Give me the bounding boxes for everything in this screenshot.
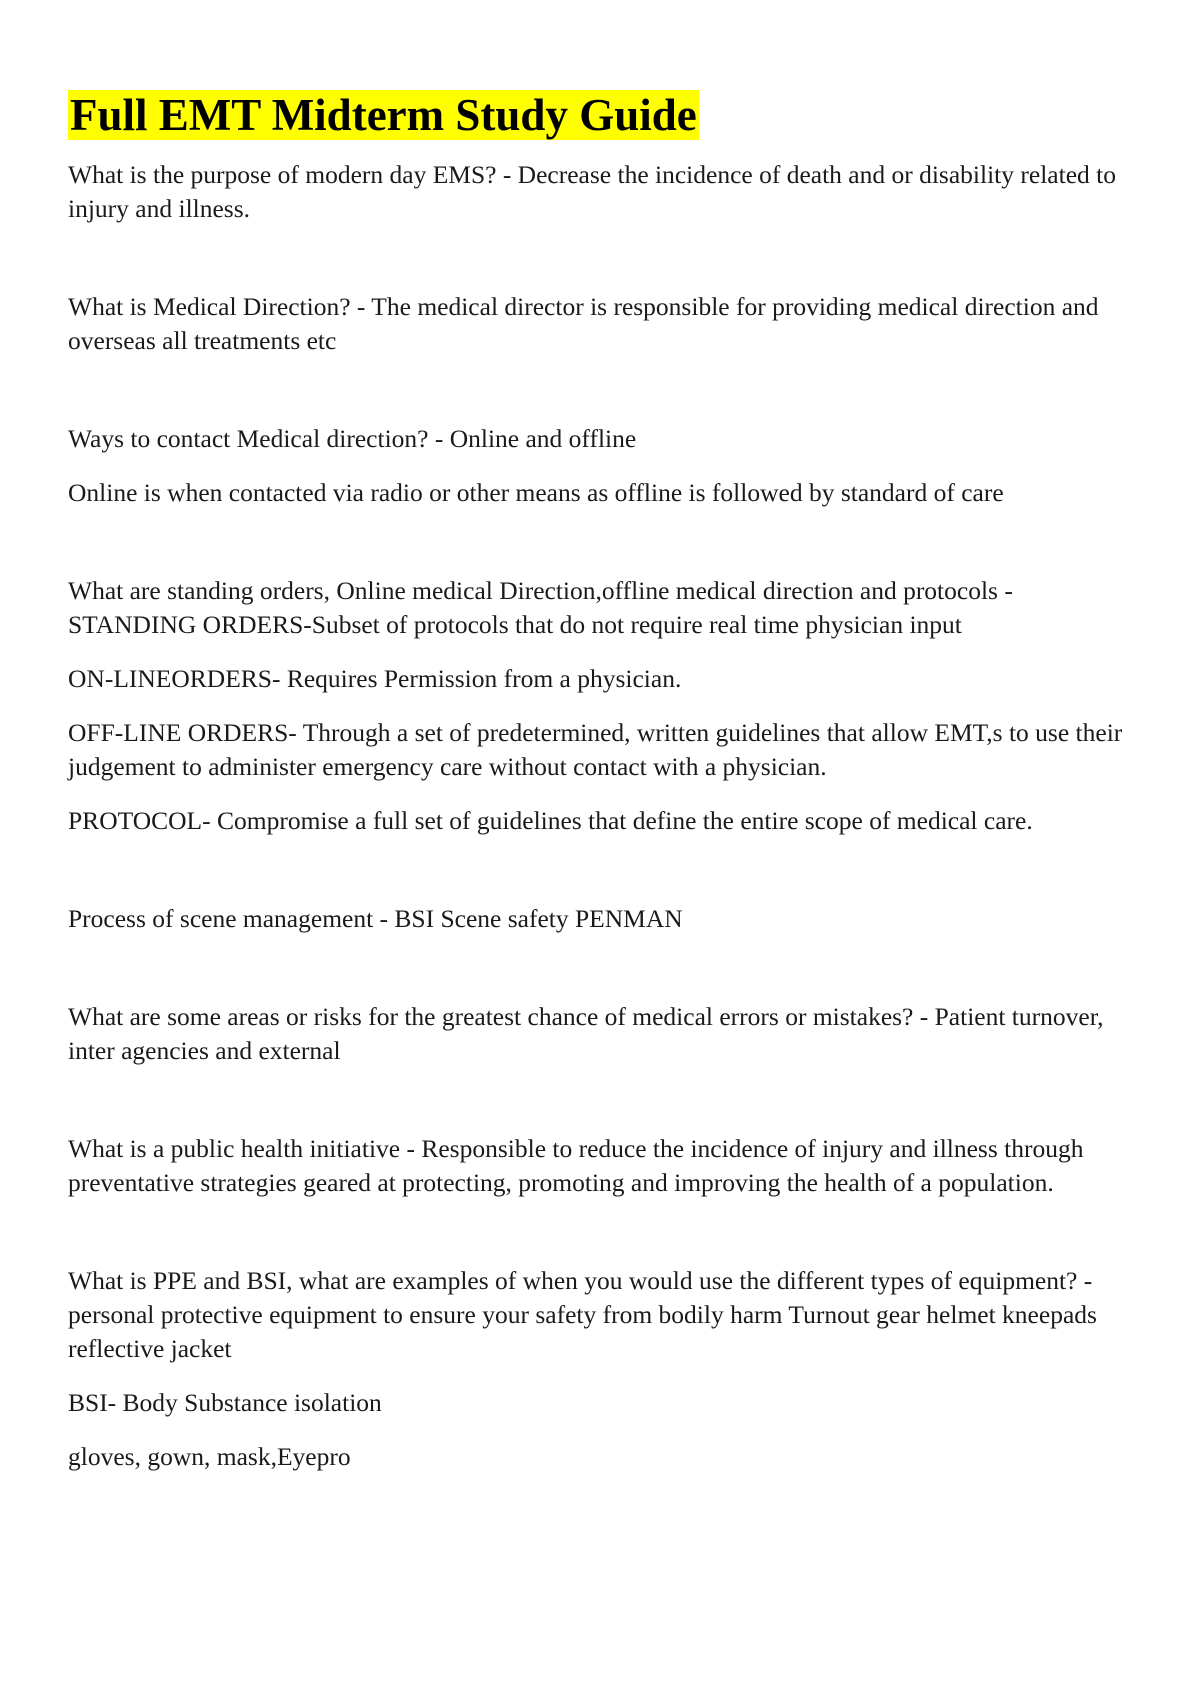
- paragraph-ppe-bsi: What is PPE and BSI, what are examples of when you would use the different types of equipment? - personal protective equipment to ensure your safety from bodily harm Turnout gear helmet kneepads reflective jacket: [68, 1266, 1097, 1363]
- paragraph-standing-orders: What are standing orders, Online medical Direction,offline medical direction and protocols - STANDING ORDERS-Subset of protocols that do not require real time physician input: [68, 576, 1013, 639]
- paragraph-medical-direction: What is Medical Direction? - The medical director is responsible for providing medical direction and overseas all treatments etc: [68, 292, 1099, 355]
- paragraph-online-offline: Online is when contacted via radio or other means as offline is followed by standard of care: [68, 478, 1004, 507]
- paragraph-medical-errors: What are some areas or risks for the greatest chance of medical errors or mistakes? - Patient turnover, inter agencies and external: [68, 1002, 1104, 1065]
- paragraph-public-health: What is a public health initiative - Responsible to reduce the incidence of injury and illness through preventative strategies geared at protecting, promoting and improving the health of a population.: [68, 1134, 1084, 1197]
- paragraph-protocol: PROTOCOL- Compromise a full set of guidelines that define the entire scope of medical care.: [68, 806, 1033, 835]
- paragraph-online-orders: ON-LINEORDERS- Requires Permission from a physician.: [68, 664, 682, 693]
- document-title: [68, 88, 1128, 142]
- paragraph-ems-purpose: What is the purpose of modern day EMS? - Decrease the incidence of death and or disability related to injury and illness.: [68, 160, 1116, 223]
- paragraph-bsi-definition: BSI- Body Substance isolation: [68, 1388, 382, 1417]
- paragraph-contact-direction: Ways to contact Medical direction? - Online and offline: [68, 424, 637, 453]
- document-page: [68, 88, 1128, 1474]
- title-highlight: Full EMT Midterm Study Guide: [70, 90, 697, 140]
- paragraph-offline-orders: OFF-LINE ORDERS- Through a set of predetermined, written guidelines that allow EMT,s to use their judgement to administer emergency care without contact with a physician.: [68, 718, 1123, 781]
- paragraph-scene-management: Process of scene management - BSI Scene safety PENMAN: [68, 904, 683, 933]
- paragraph-bsi-equipment: gloves, gown, mask,Eyepro: [68, 1442, 351, 1471]
